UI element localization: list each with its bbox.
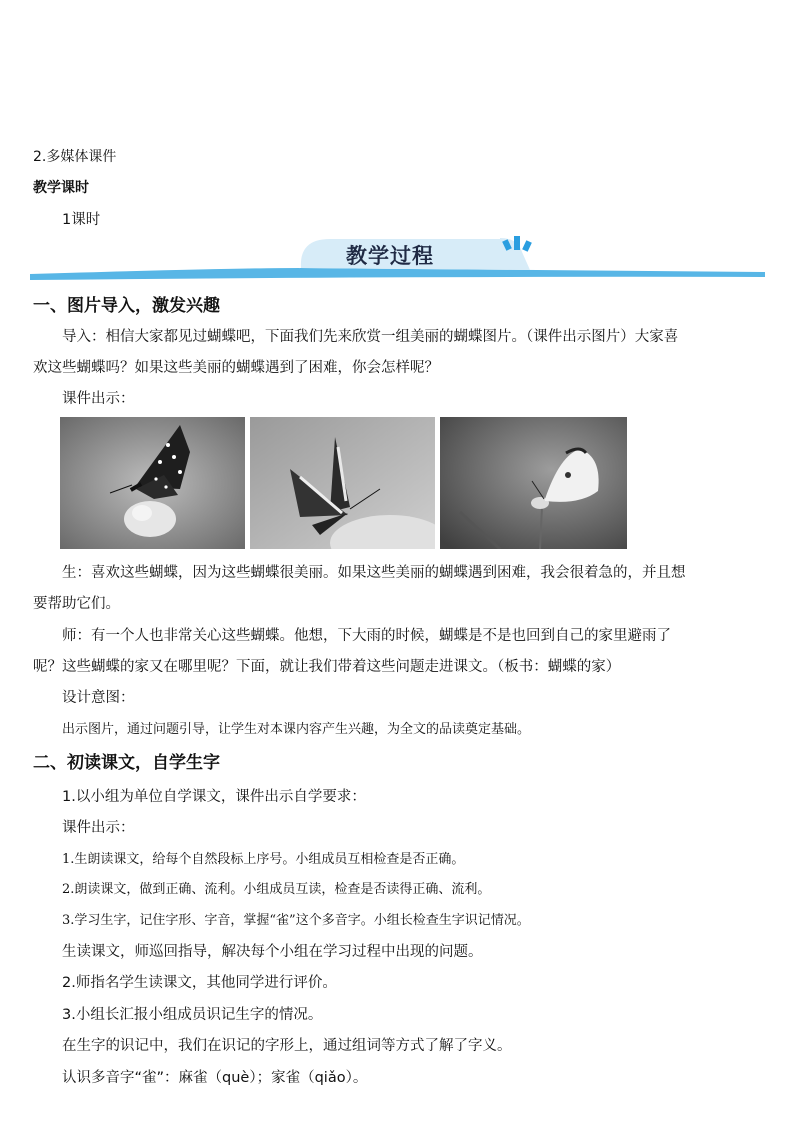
butterfly-photo-3	[440, 417, 627, 549]
item-multimedia: 2.多媒体课件	[33, 149, 117, 165]
step-1: 1.以小组为单位自学课文，课件出示自学要求：	[62, 789, 366, 805]
design-text: 出示图片，通过问题引导，让学生对本课内容产生兴趣，为全文的品读奠定基础。	[62, 722, 531, 737]
design-label: 设计意图：	[62, 690, 135, 706]
period-heading: 教学课时	[33, 180, 89, 196]
period-value: 1课时	[62, 212, 101, 228]
polyphone-text: 认识多音字“雀”：麻雀（què）；家雀（qiǎo）。	[62, 1070, 368, 1086]
teacher-line-1: 师：有一个人也非常关心这些蝴蝶。他想，下大雨的时候，蝴蝶是不是也回到自己的家里避雨了	[62, 628, 671, 644]
requirement-3: 3.学习生字，记住字形、字音，掌握“雀”这个多音字。小组长检查生字识记情况。	[62, 913, 530, 928]
courseware-show-1: 课件出示：	[62, 391, 135, 407]
section2-heading: 二、初读课文，自学生字	[33, 753, 220, 773]
student-line-2: 要帮助它们。	[33, 596, 120, 612]
butterfly-photo-1	[60, 417, 245, 549]
step-3: 3.小组长汇报小组成员识记生字的情况。	[62, 1007, 323, 1023]
teacher-line-2: 呢？这些蝴蝶的家又在哪里呢？下面，就让我们带着这些问题走进课文。（板书：蝴蝶的家）	[33, 659, 621, 675]
requirement-2: 2.朗读课文，做到正确、流利。小组成员互读，检查是否读得正确、流利。	[62, 882, 491, 897]
step-2: 2.师指名学生读课文，其他同学进行评价。	[62, 975, 337, 991]
section1-heading: 一、图片导入，激发兴趣	[33, 296, 220, 316]
memo-text: 在生字的识记中，我们在识记的字形上，通过组词等方式了解了字义。	[62, 1038, 512, 1054]
requirement-1: 1.生朗读课文，给每个自然段标上序号。小组成员互相检查是否正确。	[62, 852, 465, 867]
guide-text: 生读课文，师巡回指导，解决每个小组在学习过程中出现的问题。	[62, 944, 483, 960]
intro-line-1: 导入：相信大家都见过蝴蝶吧，下面我们先来欣赏一组美丽的蝴蝶图片。（课件出示图片）大家喜	[62, 329, 679, 345]
courseware-show-2: 课件出示：	[62, 820, 135, 836]
intro-line-2: 欢这些蝴蝶吗？如果这些美丽的蝴蝶遇到了困难，你会怎样呢？	[33, 360, 439, 376]
butterfly-photo-2	[250, 417, 435, 549]
student-line-1: 生：喜欢这些蝴蝶，因为这些蝴蝶很美丽。如果这些美丽的蝴蝶遇到困难，我会很着急的，并且想	[62, 565, 686, 581]
banner-title: 教学过程	[346, 244, 434, 268]
